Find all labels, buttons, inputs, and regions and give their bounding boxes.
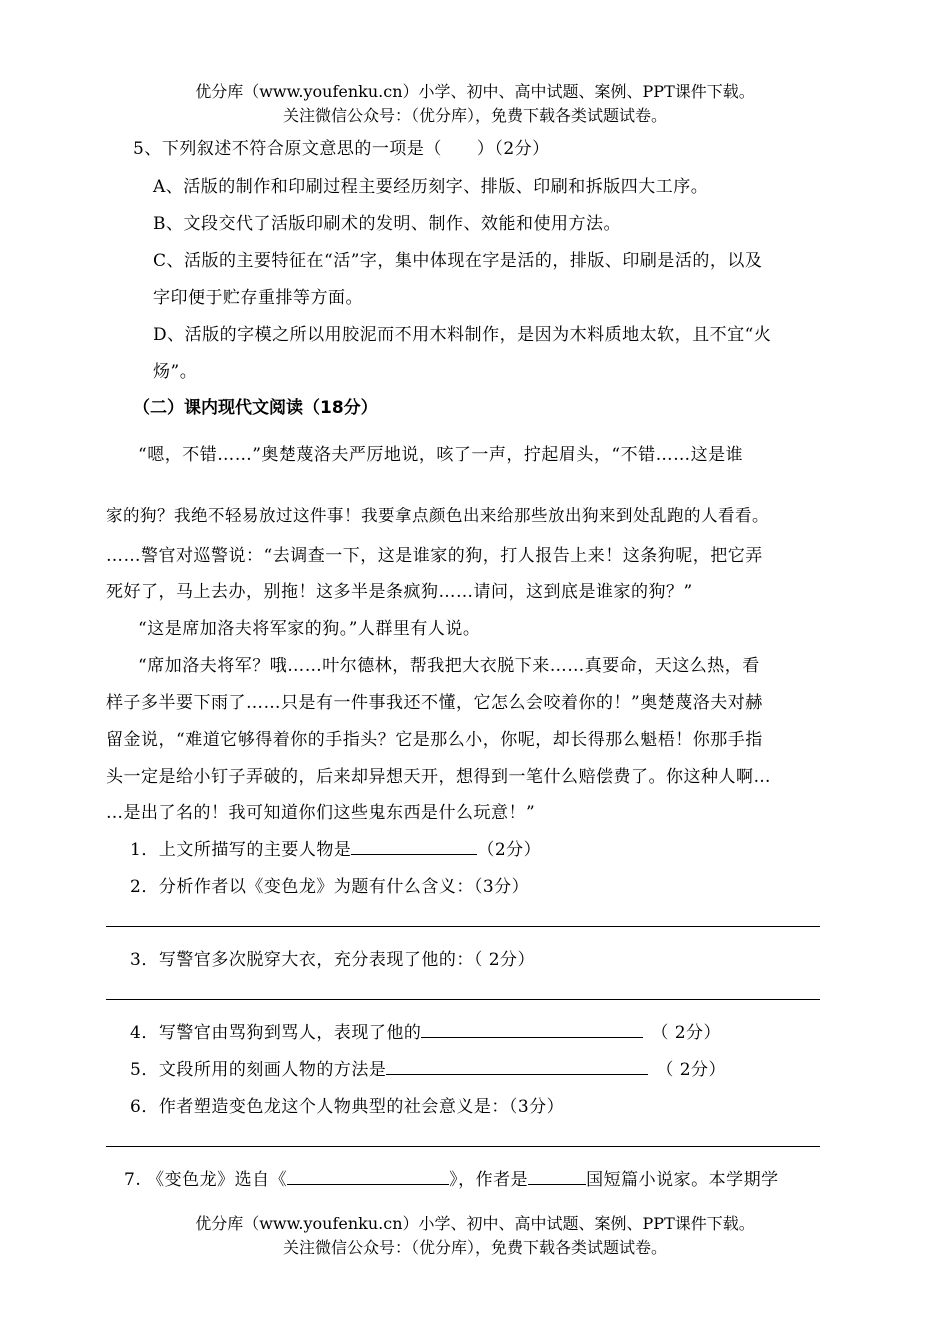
q5-option-a: A、活版的制作和印刷过程主要经历刻字、排版、印刷和拆版四大工序。 [153,177,709,197]
question-5 [130,1055,726,1080]
question-5-text: 5．文段所用的刻画人物的方法是 [130,1060,387,1080]
question-3-answer-line[interactable] [106,999,820,1000]
question-2: 2．分析作者以《变色龙》为题有什么含义：（3分） [130,877,530,897]
header-line-2: 关注微信公众号：（优分库），免费下载各类试题试卷。 [282,106,667,125]
question-1-text: 1．上文所描写的主要人物是 [130,840,352,860]
question-5-answer-blank[interactable] [386,1058,648,1075]
passage-p1-line4: 死好了，马上去办，别拖！这多半是条疯狗……请问，这到底是谁家的狗？” [106,582,693,602]
question-1 [130,835,541,860]
question-6-answer-line[interactable] [106,1146,820,1147]
q5-option-c-line2: 字印便于贮存重排等方面。 [153,288,363,308]
question-7-book-blank[interactable] [287,1168,449,1185]
question-7 [124,1165,779,1190]
passage-p3-line2: 样子多半要下雨了……只是有一件事我还不懂，它怎么会咬着你的！”奥楚蔑洛夫对赫 [106,693,763,713]
footer-line-2: 关注微信公众号：（优分库），免费下载各类试题试卷。 [282,1238,667,1257]
passage-p3-line4: 头一定是给小钉子弄破的，后来却异想天开，想得到一笔什么赔偿费了。你这种人啊… [106,767,771,787]
question-1-score: （2分） [477,840,542,860]
q5-stem: 5、下列叙述不符合原文意思的一项是（ ）（2分） [133,139,550,159]
passage-p3-line5: …是出了名的！我可知道你们这些鬼东西是什么玩意！” [106,803,536,823]
question-4-score: （ 2分） [651,1023,722,1043]
footer-line-1: 优分库（www.youfenku.cn）小学、初中、高中试题、案例、PPT课件下载。 [195,1214,755,1233]
section-title: （二）课内现代文阅读（18分） [133,398,378,418]
question-7-text-b: 》，作者是 [449,1170,529,1190]
passage-p3-line3: 留金说，“难道它够得着你的手指头？它是那么小，你呢，却长得那么魁梧！你那手指 [106,730,763,750]
question-6: 6．作者塑造变色龙这个人物典型的社会意义是：（3分） [130,1097,565,1117]
q5-option-d-line2: 炀”。 [153,362,198,382]
question-4-answer-blank[interactable] [421,1021,643,1038]
passage-p1-line1: “嗯，不错……”奥楚蔑洛夫严厉地说，咳了一声，拧起眉头，“不错……这是谁 [138,445,744,465]
question-2-answer-line[interactable] [106,926,820,927]
q5-option-c-line1: C、活版的主要特征在“活”字，集中体现在字是活的，排版、印刷是活的，以及 [153,251,763,271]
passage-p3-line1: “席加洛夫将军？哦……叶尔德林，帮我把大衣脱下来……真要命，天这么热，看 [138,656,760,676]
question-7-text-c: 国短篇小说家。本学期学 [586,1170,779,1190]
question-5-score: （ 2分） [656,1060,727,1080]
question-7-text-a: 7. 《变色龙》选自《 [124,1170,288,1190]
question-1-answer-blank[interactable] [351,838,477,855]
passage-p1-line2: 家的狗？我绝不轻易放过这件事！我要拿点颜色出来给那些放出狗来到处乱跑的人看看。 [106,506,769,525]
question-3: 3．写警官多次脱穿大衣，充分表现了他的：（ 2分） [130,950,536,970]
header-line-1: 优分库（www.youfenku.cn）小学、初中、高中试题、案例、PPT课件下载。 [195,82,755,101]
question-7-country-blank[interactable] [528,1168,586,1185]
q5-option-b: B、文段交代了活版印刷术的发明、制作、效能和使用方法。 [153,214,621,234]
passage-p1-line3: ……警官对巡警说：“去调查一下，这是谁家的狗，打人报告上来！这条狗呢，把它弄 [106,546,763,566]
passage-p2: “这是席加洛夫将军家的狗。”人群里有人说。 [138,619,481,639]
q5-option-d-line1: D、活版的字模之所以用胶泥而不用木料制作，是因为木料质地太软，且不宜“火 [153,325,772,345]
question-4-text: 4．写警官由骂狗到骂人，表现了他的 [130,1023,422,1043]
question-4 [130,1018,721,1043]
